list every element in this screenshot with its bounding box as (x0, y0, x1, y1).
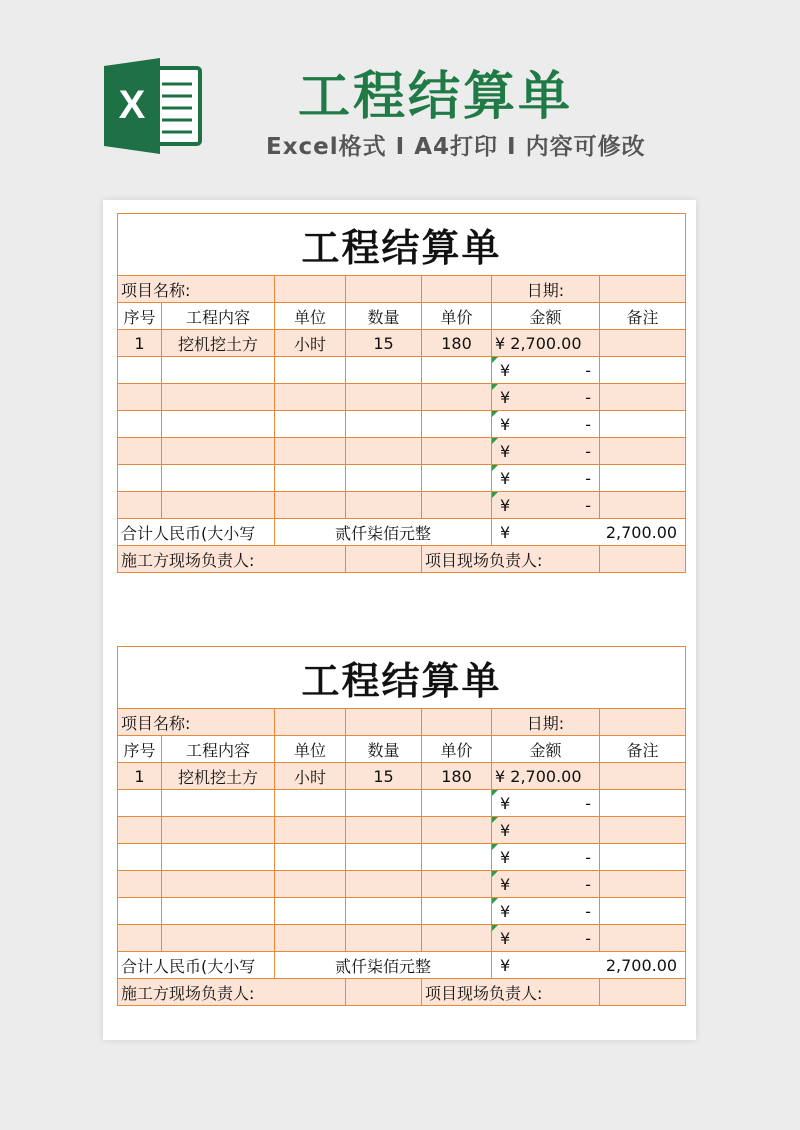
remark-cell[interactable] (600, 330, 686, 357)
work-content-cell[interactable]: 挖机挖土方 (162, 330, 275, 357)
cell[interactable] (346, 844, 422, 871)
remark-cell[interactable] (600, 925, 686, 952)
cell[interactable] (422, 709, 492, 736)
table-row (118, 871, 686, 898)
amount-cell[interactable] (492, 492, 600, 519)
cell-flag-icon (492, 817, 498, 823)
cell[interactable] (275, 492, 346, 519)
cell[interactable] (162, 790, 275, 817)
cell[interactable] (422, 276, 492, 303)
cell[interactable] (275, 276, 346, 303)
svg-text:X: X (118, 83, 146, 127)
cell-flag-icon (492, 438, 498, 444)
cell[interactable] (162, 438, 275, 465)
column-header: 单价 (422, 303, 492, 330)
cell[interactable] (162, 492, 275, 519)
cell-flag-icon (492, 384, 498, 390)
amount-cell[interactable] (492, 925, 600, 952)
column-header: 单价 (422, 736, 492, 763)
currency-symbol: ¥ (500, 415, 511, 434)
currency-symbol: ¥ (495, 333, 506, 353)
signature-cell[interactable] (346, 979, 422, 1006)
table-row (118, 330, 686, 357)
cell[interactable] (275, 357, 346, 384)
total-label: 合计人民币(大小写 (118, 952, 275, 979)
header-row (118, 303, 686, 330)
column-header: 金额 (492, 736, 600, 763)
cell[interactable] (275, 844, 346, 871)
cell[interactable] (346, 790, 422, 817)
currency-symbol: ¥ (500, 388, 511, 407)
table-row (118, 790, 686, 817)
amount-cell[interactable] (492, 330, 600, 357)
amount-value: - (585, 361, 591, 380)
table-row (118, 384, 686, 411)
quantity-cell[interactable]: 15 (346, 330, 422, 357)
cell[interactable] (118, 438, 162, 465)
remark-cell[interactable] (600, 844, 686, 871)
total-in-words[interactable]: 贰仟柒佰元整 (275, 519, 492, 546)
cell[interactable] (275, 438, 346, 465)
amount-cell[interactable] (492, 465, 600, 492)
cell[interactable] (422, 871, 492, 898)
remark-cell[interactable] (600, 790, 686, 817)
cell[interactable] (422, 384, 492, 411)
unit-price-cell[interactable]: 180 (422, 763, 492, 790)
column-header: 备注 (600, 303, 686, 330)
cell[interactable] (346, 817, 422, 844)
cell[interactable] (275, 790, 346, 817)
amount-value: 2,700.00 (510, 766, 582, 786)
cell[interactable] (275, 411, 346, 438)
cell[interactable] (162, 384, 275, 411)
cell[interactable] (422, 790, 492, 817)
project-name-label: 项目名称: (118, 709, 275, 736)
amount-value: - (585, 794, 591, 813)
amount-value: - (585, 875, 591, 894)
remark-cell[interactable] (600, 492, 686, 519)
cell[interactable] (422, 925, 492, 952)
cell[interactable] (118, 898, 162, 925)
remark-cell[interactable] (600, 357, 686, 384)
amount-cell[interactable] (492, 817, 600, 844)
remark-cell[interactable] (600, 438, 686, 465)
cell[interactable] (346, 898, 422, 925)
row-number[interactable]: 1 (118, 330, 162, 357)
amount-cell[interactable] (492, 438, 600, 465)
cell-flag-icon (492, 790, 498, 796)
site-manager-label: 施工方现场负责人: (118, 979, 346, 1006)
project-manager-label: 项目现场负责人: (422, 546, 600, 573)
amount-cell[interactable] (492, 844, 600, 871)
site-manager-label: 施工方现场负责人: (118, 546, 346, 573)
cell-flag-icon (492, 411, 498, 417)
amount-cell[interactable] (492, 898, 600, 925)
cell[interactable] (346, 411, 422, 438)
quantity-cell[interactable]: 15 (346, 763, 422, 790)
settlement-form (117, 213, 686, 573)
column-header: 单位 (275, 736, 346, 763)
cell-flag-icon (492, 357, 498, 363)
cell[interactable] (346, 871, 422, 898)
cell[interactable] (422, 465, 492, 492)
cell[interactable] (422, 411, 492, 438)
cell[interactable] (346, 492, 422, 519)
cell[interactable] (422, 357, 492, 384)
currency-symbol: ¥ (500, 875, 511, 894)
amount-value: - (585, 902, 591, 921)
cell[interactable] (346, 276, 422, 303)
date-label: 日期: (492, 276, 600, 303)
remark-cell[interactable] (600, 411, 686, 438)
amount-value: - (585, 442, 591, 461)
cell[interactable] (162, 925, 275, 952)
settlement-form (117, 646, 686, 1006)
amount-value: - (585, 929, 591, 948)
cell[interactable] (118, 817, 162, 844)
cell[interactable] (275, 871, 346, 898)
remark-cell[interactable] (600, 384, 686, 411)
amount-cell[interactable] (492, 384, 600, 411)
cell[interactable] (162, 465, 275, 492)
currency-symbol: ¥ (495, 766, 506, 786)
cell[interactable] (162, 871, 275, 898)
amount-value: 2,700.00 (510, 333, 582, 353)
amount-cell[interactable] (492, 871, 600, 898)
currency-symbol: ¥ (500, 496, 511, 515)
amount-cell[interactable] (492, 411, 600, 438)
cell[interactable] (118, 871, 162, 898)
cell[interactable] (118, 357, 162, 384)
total-row (118, 952, 686, 979)
currency-symbol: ¥ (500, 848, 511, 867)
date-value-cell[interactable] (600, 276, 686, 303)
remark-cell[interactable] (600, 465, 686, 492)
table-row (118, 844, 686, 871)
signature-cell[interactable] (346, 546, 422, 573)
cell[interactable] (275, 925, 346, 952)
table-row (118, 492, 686, 519)
cell-flag-icon (492, 898, 498, 904)
column-header: 单位 (275, 303, 346, 330)
cell[interactable] (422, 492, 492, 519)
remark-cell[interactable] (600, 871, 686, 898)
cell[interactable] (275, 465, 346, 492)
page-title: 工程结算单 (298, 67, 574, 127)
form-title: 工程结算单 (118, 647, 686, 709)
cell[interactable] (118, 465, 162, 492)
row-number[interactable]: 1 (118, 763, 162, 790)
amount-value: - (585, 388, 591, 407)
column-header: 数量 (346, 736, 422, 763)
excel-logo-icon (104, 58, 204, 154)
cell[interactable] (162, 411, 275, 438)
date-value-cell[interactable] (600, 709, 686, 736)
cell[interactable] (346, 438, 422, 465)
table-row (118, 465, 686, 492)
amount-cell[interactable] (492, 790, 600, 817)
cell[interactable] (118, 492, 162, 519)
cell[interactable] (422, 817, 492, 844)
amount-value: - (585, 415, 591, 434)
currency-symbol: ¥ (500, 523, 511, 542)
remark-cell[interactable] (600, 817, 686, 844)
table-row (118, 898, 686, 925)
cell[interactable] (346, 925, 422, 952)
total-amount-cell[interactable] (492, 519, 686, 546)
unit-cell[interactable]: 小时 (275, 763, 346, 790)
cell-flag-icon (492, 492, 498, 498)
column-header: 数量 (346, 303, 422, 330)
table-row (118, 438, 686, 465)
total-amount-cell[interactable] (492, 952, 686, 979)
amount-value: - (585, 469, 591, 488)
cell[interactable] (118, 925, 162, 952)
page-subtitle: Excel格式 I A4打印 I 内容可修改 (266, 134, 646, 160)
remark-cell[interactable] (600, 898, 686, 925)
cell-flag-icon (492, 844, 498, 850)
amount-cell[interactable] (492, 357, 600, 384)
currency-symbol: ¥ (500, 929, 511, 948)
signature-row (118, 979, 686, 1006)
amount-value: - (585, 496, 591, 515)
total-in-words[interactable]: 贰仟柒佰元整 (275, 952, 492, 979)
cell[interactable] (275, 898, 346, 925)
unit-price-cell[interactable]: 180 (422, 330, 492, 357)
currency-symbol: ¥ (500, 469, 511, 488)
cell[interactable] (346, 709, 422, 736)
table-row (118, 763, 686, 790)
column-header: 工程内容 (162, 736, 275, 763)
total-row (118, 519, 686, 546)
table-row (118, 411, 686, 438)
column-header: 序号 (118, 303, 162, 330)
cell[interactable] (275, 384, 346, 411)
cell-flag-icon (492, 465, 498, 471)
unit-cell[interactable]: 小时 (275, 330, 346, 357)
form-title: 工程结算单 (118, 214, 686, 276)
currency-symbol: ¥ (500, 956, 511, 975)
cell[interactable] (422, 438, 492, 465)
cell[interactable] (162, 357, 275, 384)
cell[interactable] (346, 357, 422, 384)
signature-cell[interactable] (600, 546, 686, 573)
table-row (118, 925, 686, 952)
column-header: 金额 (492, 303, 600, 330)
cell[interactable] (346, 384, 422, 411)
table-row (118, 357, 686, 384)
signature-cell[interactable] (600, 979, 686, 1006)
cell[interactable] (275, 709, 346, 736)
column-header: 序号 (118, 736, 162, 763)
cell[interactable] (162, 844, 275, 871)
date-label: 日期: (492, 709, 600, 736)
cell[interactable] (346, 465, 422, 492)
total-amount-value: 2,700.00 (605, 956, 678, 975)
document-page (103, 200, 696, 1040)
currency-symbol: ¥ (500, 794, 511, 813)
column-header: 工程内容 (162, 303, 275, 330)
table-row (118, 817, 686, 844)
cell[interactable] (118, 844, 162, 871)
amount-cell[interactable] (492, 763, 600, 790)
currency-symbol: ¥ (500, 902, 511, 921)
cell[interactable] (422, 844, 492, 871)
cell[interactable] (422, 898, 492, 925)
project-manager-label: 项目现场负责人: (422, 979, 600, 1006)
cell[interactable] (162, 898, 275, 925)
cell[interactable] (118, 411, 162, 438)
cell-flag-icon (492, 925, 498, 931)
work-content-cell[interactable]: 挖机挖土方 (162, 763, 275, 790)
cell[interactable] (118, 790, 162, 817)
currency-symbol: ¥ (500, 442, 511, 461)
cell[interactable] (275, 817, 346, 844)
total-label: 合计人民币(大小写 (118, 519, 275, 546)
currency-symbol: ¥ (500, 821, 511, 840)
total-amount-value: 2,700.00 (605, 523, 678, 542)
cell[interactable] (118, 384, 162, 411)
cell[interactable] (162, 817, 275, 844)
cell-flag-icon (492, 871, 498, 877)
header-row (118, 736, 686, 763)
currency-symbol: ¥ (500, 361, 511, 380)
amount-value: - (585, 848, 591, 867)
project-name-label: 项目名称: (118, 276, 275, 303)
signature-row (118, 546, 686, 573)
column-header: 备注 (600, 736, 686, 763)
remark-cell[interactable] (600, 763, 686, 790)
